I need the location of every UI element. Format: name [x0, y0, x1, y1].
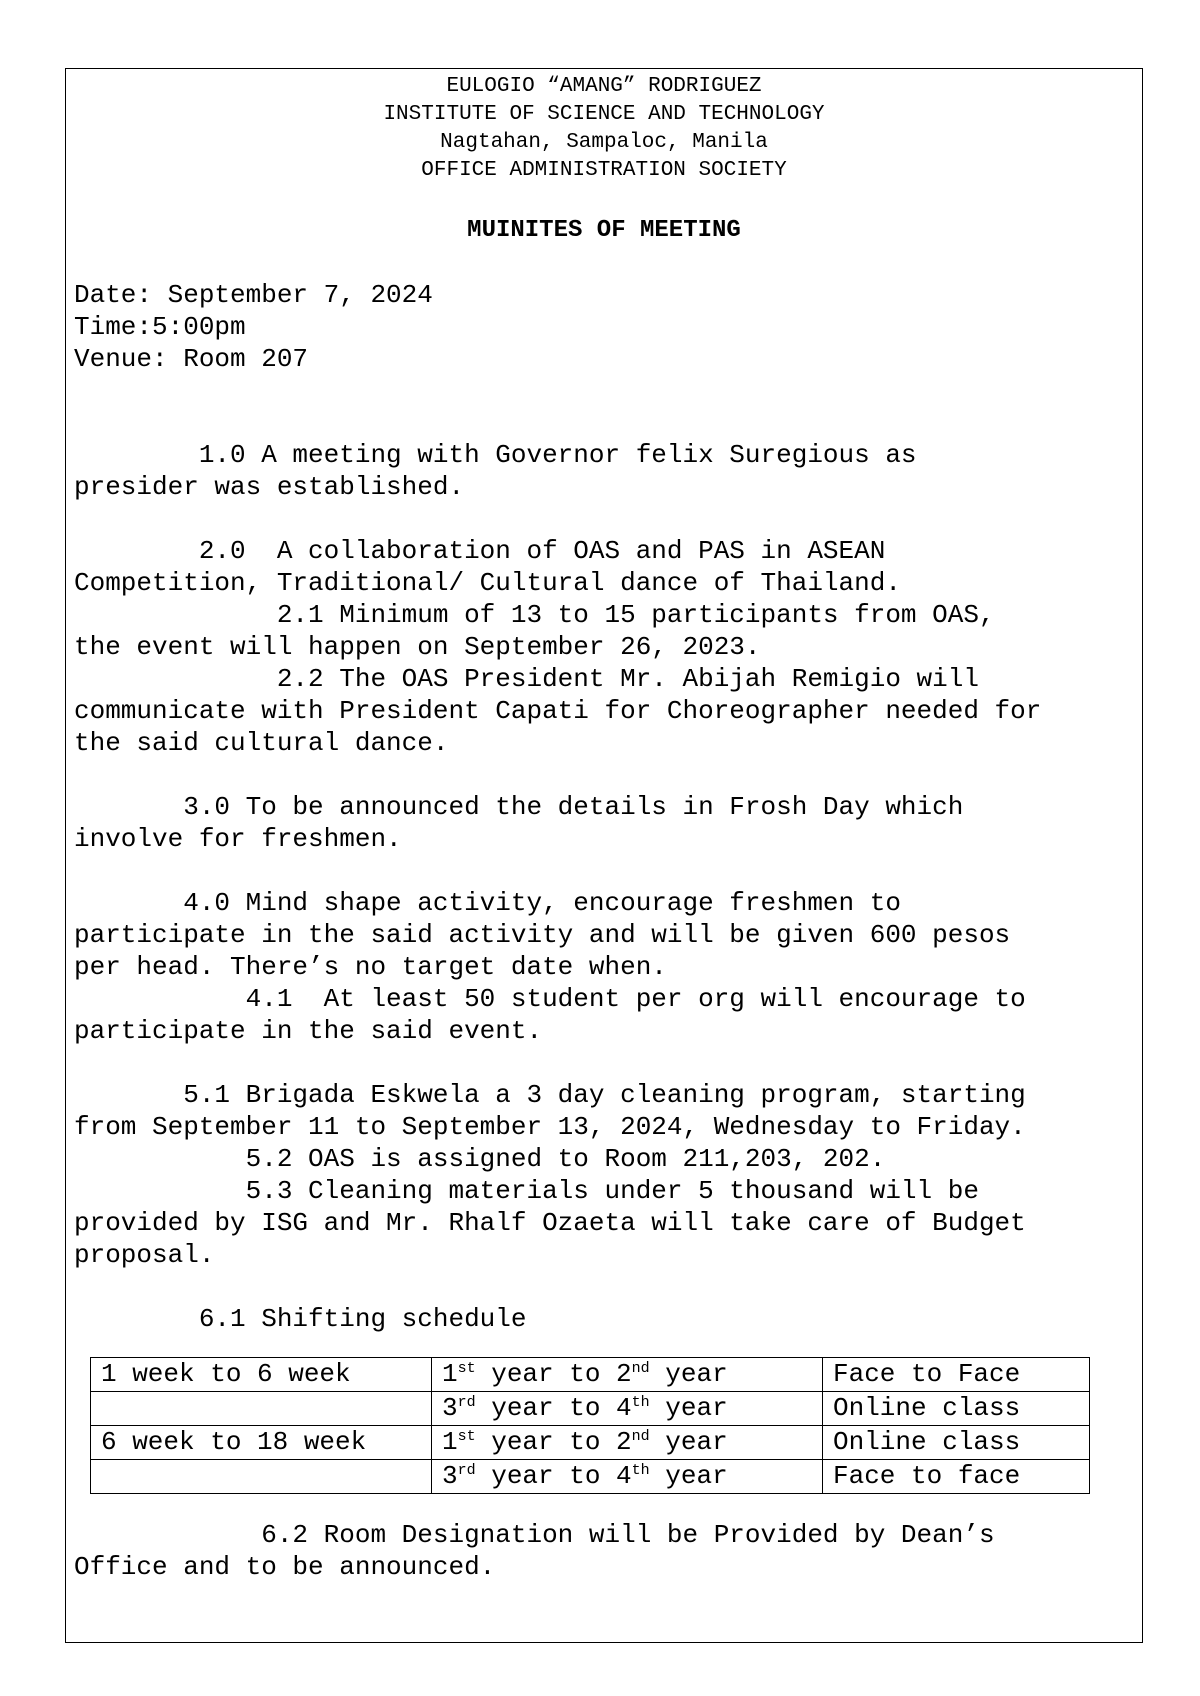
year-range-cell: 3rd year to 4th year — [432, 1392, 823, 1426]
year-range-cell: 3rd year to 4th year — [432, 1460, 823, 1494]
item-2-1-line1: 2.1 Minimum of 13 to 15 participants from OAS, — [74, 600, 995, 630]
item-5-3-line3: proposal. — [74, 1240, 215, 1270]
document-title: MUINITES OF MEETING — [467, 217, 741, 244]
period-cell — [91, 1460, 432, 1494]
item-2-2-line3: the said cultural dance. — [74, 728, 449, 758]
table-row — [91, 1392, 1090, 1426]
item-3-line2: involve for freshmen. — [74, 824, 402, 854]
item-2-2-line2: communicate with President Capati for Choreographer needed for — [74, 696, 1042, 726]
shifting-schedule-table — [90, 1357, 1090, 1494]
institution-name-line2: INSTITUTE OF SCIENCE AND TECHNOLOGY — [383, 103, 825, 126]
table-row — [91, 1426, 1090, 1460]
item-5-1-line2: from September 11 to September 13, 2024, Wednesday to Friday. — [74, 1112, 1026, 1142]
item-2-1-line2: the event will happen on September 26, 2023. — [74, 632, 761, 662]
document-frame — [65, 68, 1143, 1643]
institution-name-line1: EULOGIO “AMANG” RODRIGUEZ — [446, 75, 762, 98]
item-6-2-line2: Office and to be announced. — [74, 1552, 496, 1582]
period-cell — [91, 1392, 432, 1426]
item-5-2: 5.2 OAS is assigned to Room 211,203, 202. — [74, 1144, 886, 1174]
mode-cell: Face to Face — [823, 1358, 1090, 1392]
item-4-line2: participate in the said activity and will be given 600 pesos — [74, 920, 1011, 950]
item-1-line2: presider was established. — [74, 472, 465, 502]
item-4-line3: per head. There’s no target date when. — [74, 952, 667, 982]
table-row — [91, 1460, 1090, 1494]
meeting-venue: Venue: Room 207 — [74, 344, 309, 374]
institution-address: Nagtahan, Sampaloc, Manila — [440, 131, 768, 154]
organization-name: OFFICE ADMINISTRATION SOCIETY — [421, 159, 787, 182]
year-range-cell: 1st year to 2nd year — [432, 1426, 823, 1460]
meeting-time: Time:5:00pm — [74, 312, 246, 342]
item-2-line2: Competition, Traditional/ Cultural dance of Thailand. — [74, 568, 901, 598]
item-5-3-line2: provided by ISG and Mr. Rhalf Ozaeta will take care of Budget — [74, 1208, 1026, 1238]
item-4-1-line1: 4.1 At least 50 student per org will encourage to — [74, 984, 1026, 1014]
period-cell: 6 week to 18 week — [91, 1426, 432, 1460]
mode-cell: Face to face — [823, 1460, 1090, 1494]
item-5-1-line1: 5.1 Brigada Eskwela a 3 day cleaning program, starting — [74, 1080, 1026, 1110]
item-6-1: 6.1 Shifting schedule — [74, 1304, 527, 1334]
mode-cell: Online class — [823, 1392, 1090, 1426]
mode-cell: Online class — [823, 1426, 1090, 1460]
item-1-line1: 1.0 A meeting with Governor felix Suregious as — [74, 440, 917, 470]
item-2-2-line1: 2.2 The OAS President Mr. Abijah Remigio will — [74, 664, 979, 694]
item-4-1-line2: participate in the said event. — [74, 1016, 543, 1046]
meeting-date: Date: September 7, 2024 — [74, 280, 433, 310]
item-2-line1: 2.0 A collaboration of OAS and PAS in ASEAN — [74, 536, 886, 566]
item-5-3-line1: 5.3 Cleaning materials under 5 thousand will be — [74, 1176, 979, 1206]
item-6-2-line1: 6.2 Room Designation will be Provided by Dean’s — [74, 1520, 995, 1550]
table-row — [91, 1358, 1090, 1392]
period-cell: 1 week to 6 week — [91, 1358, 432, 1392]
item-3-line1: 3.0 To be announced the details in Frosh Day which — [74, 792, 964, 822]
item-4-line1: 4.0 Mind shape activity, encourage freshmen to — [74, 888, 901, 918]
year-range-cell: 1st year to 2nd year — [432, 1358, 823, 1392]
